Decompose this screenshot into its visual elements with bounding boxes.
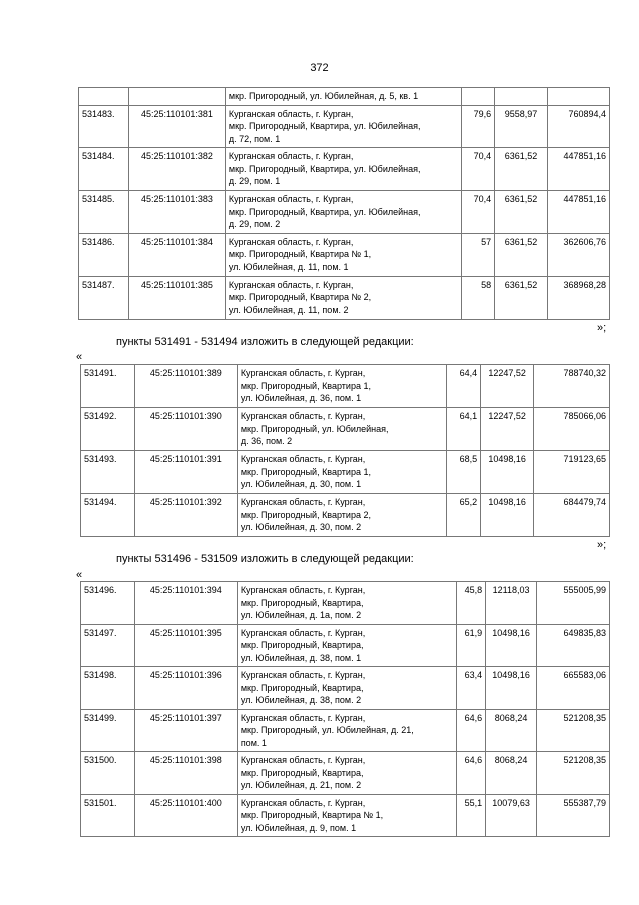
- address-cell: [237, 794, 456, 837]
- table-row: [81, 624, 610, 667]
- address-cell: [237, 709, 456, 752]
- address-line: мкр. Пригородный, ул. Юбилейная, д. 21,: [240, 725, 414, 735]
- area-cell: 70,4: [462, 191, 495, 234]
- address-cell: [237, 408, 446, 451]
- total-value-cell: [548, 88, 610, 106]
- address-line: мкр. Пригородный, Квартира № 1,: [240, 810, 384, 820]
- address-cell: [225, 276, 461, 319]
- address-line: д. 29, пом. 2: [228, 219, 281, 229]
- rate-cell: 6361,52: [495, 191, 548, 234]
- address-line: мкр. Пригородный, ул. Юбилейная,: [240, 423, 389, 434]
- address-line: пом. 1: [240, 737, 267, 748]
- address-line: ул. Юбилейная, д. 9, пом. 1: [240, 822, 357, 833]
- table-row: [81, 365, 610, 408]
- area-cell: 64,6: [457, 752, 486, 795]
- item-number-cell: [79, 88, 129, 106]
- address-cell: [237, 494, 446, 537]
- address-cell: [237, 752, 456, 795]
- total-value-cell: 649835,83: [537, 624, 610, 667]
- total-value-cell: 555005,99: [537, 582, 610, 625]
- address-line: Курганская область, г. Курган,: [240, 797, 366, 808]
- address-cell: [237, 365, 446, 408]
- rate-cell: 6361,52: [495, 148, 548, 191]
- address-line: Курганская область, г. Курган,: [240, 411, 366, 421]
- item-number-cell: 531500.: [81, 752, 135, 795]
- area-cell: 58: [462, 276, 495, 319]
- area-cell: 64,1: [447, 408, 481, 451]
- table-row: [79, 148, 610, 191]
- cadastral-number-cell: 45:25:110101:390: [134, 408, 237, 451]
- table-row: [81, 408, 610, 451]
- area-cell: 68,5: [447, 451, 481, 494]
- address-line: Курганская область, г. Курган,: [228, 108, 354, 119]
- closing-quote-2: »;: [597, 539, 607, 551]
- rate-cell: 8068,24: [486, 709, 537, 752]
- area-cell: 55,1: [457, 794, 486, 837]
- item-number-cell: 531484.: [79, 148, 129, 191]
- cadastral-number-cell: 45:25:110101:391: [134, 451, 237, 494]
- total-value-cell: 362606,76: [548, 233, 610, 276]
- total-value-cell: 719123,65: [534, 451, 610, 494]
- table-row: [81, 494, 610, 537]
- address-line: ул. Юбилейная, д. 30, пом. 2: [240, 522, 362, 532]
- address-line: Курганская область, г. Курган,: [228, 151, 354, 161]
- area-cell: 61,9: [457, 624, 486, 667]
- address-line: ул. Юбилейная, д. 30, пом. 1: [240, 479, 362, 489]
- rate-cell: 10498,16: [486, 624, 537, 667]
- address-cell: [225, 88, 461, 106]
- total-value-cell: 521208,35: [537, 709, 610, 752]
- table-row: [81, 794, 610, 837]
- cadastral-number-cell: 45:25:110101:392: [134, 494, 237, 537]
- total-value-cell: 785066,06: [534, 408, 610, 451]
- address-line: ул. Юбилейная, д. 1а, пом. 2: [240, 610, 362, 620]
- item-number-cell: 531501.: [81, 794, 135, 837]
- area-cell: 45,8: [457, 582, 486, 625]
- address-line: мкр. Пригородный, Квартира, ул. Юбилейная,: [228, 163, 421, 174]
- item-number-cell: 531492.: [81, 408, 135, 451]
- address-line: мкр. Пригородный, Квартира,: [240, 597, 364, 608]
- rate-cell: 10498,16: [481, 494, 534, 537]
- address-cell: [225, 105, 461, 148]
- cadastral-number-cell: 45:25:110101:394: [134, 582, 237, 625]
- cadastral-number-cell: 45:25:110101:384: [128, 233, 225, 276]
- address-line: ул. Юбилейная, д. 38, пом. 2: [240, 695, 362, 705]
- total-value-cell: 555387,79: [537, 794, 610, 837]
- address-line: мкр. Пригородный, Квартира № 1,: [228, 249, 372, 259]
- address-line: мкр. Пригородный, Квартира,: [240, 682, 364, 693]
- table-row: [79, 88, 610, 106]
- address-line: ул. Юбилейная, д. 21, пом. 2: [240, 780, 362, 790]
- total-value-cell: 447851,16: [548, 148, 610, 191]
- item-number-cell: 531496.: [81, 582, 135, 625]
- item-number-cell: 531486.: [79, 233, 129, 276]
- table-row: [79, 276, 610, 319]
- address-line: мкр. Пригородный, ул. Юбилейная, д. 5, кв. 1: [228, 91, 419, 101]
- total-value-cell: 368968,28: [548, 276, 610, 319]
- rate-cell: 10498,16: [481, 451, 534, 494]
- item-number-cell: 531497.: [81, 624, 135, 667]
- address-cell: [237, 667, 456, 710]
- area-cell: 57: [462, 233, 495, 276]
- rate-cell: 6361,52: [495, 276, 548, 319]
- cadastral-number-cell: 45:25:110101:382: [128, 148, 225, 191]
- address-line: ул. Юбилейная, д. 11, пом. 1: [228, 261, 349, 272]
- address-cell: [225, 191, 461, 234]
- property-table-1: [78, 87, 610, 320]
- address-line: мкр. Пригородный, Квартира № 2,: [228, 292, 372, 302]
- total-value-cell: 665583,06: [537, 667, 610, 710]
- total-value-cell: 760894,4: [548, 105, 610, 148]
- address-line: мкр. Пригородный, Квартира, ул. Юбилейная,: [228, 121, 421, 131]
- item-number-cell: 531491.: [81, 365, 135, 408]
- address-cell: [225, 148, 461, 191]
- amendment-paragraph-2: пункты 531496 - 531509 изложить в следующей редакции:: [116, 553, 414, 565]
- rate-cell: 12247,52: [481, 408, 534, 451]
- address-line: мкр. Пригородный, Квартира 1,: [240, 380, 371, 391]
- area-cell: 64,6: [457, 709, 486, 752]
- cadastral-number-cell: 45:25:110101:396: [134, 667, 237, 710]
- area-cell: 64,4: [447, 365, 481, 408]
- cadastral-number-cell: 45:25:110101:389: [134, 365, 237, 408]
- item-number-cell: 531487.: [79, 276, 129, 319]
- item-number-cell: 531494.: [81, 494, 135, 537]
- rate-cell: 10079,63: [486, 794, 537, 837]
- table-row: [79, 191, 610, 234]
- table-row: [79, 233, 610, 276]
- address-line: Курганская область, г. Курган,: [240, 454, 366, 464]
- address-line: Курганская область, г. Курган,: [228, 279, 354, 290]
- rate-cell: 12247,52: [481, 365, 534, 408]
- table-row: [79, 105, 610, 148]
- address-line: Курганская область, г. Курган,: [228, 194, 354, 204]
- cadastral-number-cell: 45:25:110101:385: [128, 276, 225, 319]
- total-value-cell: 521208,35: [537, 752, 610, 795]
- cadastral-number-cell: 45:25:110101:395: [134, 624, 237, 667]
- address-line: мкр. Пригородный, Квартира 1,: [240, 466, 371, 477]
- cadastral-number-cell: 45:25:110101:398: [134, 752, 237, 795]
- item-number-cell: 531499.: [81, 709, 135, 752]
- item-number-cell: 531483.: [79, 105, 129, 148]
- address-line: Курганская область, г. Курган,: [228, 236, 354, 247]
- cadastral-number-cell: 45:25:110101:397: [134, 709, 237, 752]
- amendment-paragraph-1: пункты 531491 - 531494 изложить в следующей редакции:: [116, 336, 414, 348]
- cadastral-number-cell: 45:25:110101:400: [134, 794, 237, 837]
- property-table-3: [80, 581, 610, 837]
- item-number-cell: 531498.: [81, 667, 135, 710]
- item-number-cell: 531493.: [81, 451, 135, 494]
- closing-quote-1: »;: [597, 322, 607, 334]
- opening-quote-1: «: [76, 351, 83, 363]
- total-value-cell: 447851,16: [548, 191, 610, 234]
- address-line: мкр. Пригородный, Квартира,: [240, 640, 364, 650]
- table-row: [81, 451, 610, 494]
- address-line: Курганская область, г. Курган,: [240, 712, 366, 723]
- rate-cell: 6361,52: [495, 233, 548, 276]
- address-line: д. 29, пом. 1: [228, 176, 281, 186]
- address-line: д. 72, пом. 1: [228, 133, 281, 144]
- address-line: Курганская область, г. Курган,: [240, 368, 366, 378]
- address-line: мкр. Пригородный, Квартира 2,: [240, 509, 371, 520]
- page-number: 372: [310, 62, 329, 74]
- table-row: [81, 752, 610, 795]
- table-row: [81, 582, 610, 625]
- area-cell: 63,4: [457, 667, 486, 710]
- property-table-2: [80, 364, 610, 537]
- address-cell: [237, 451, 446, 494]
- address-line: мкр. Пригородный, Квартира, ул. Юбилейная,: [228, 206, 421, 217]
- address-cell: [237, 582, 456, 625]
- address-line: ул. Юбилейная, д. 11, пом. 2: [228, 304, 349, 315]
- rate-cell: [495, 88, 548, 106]
- table-row: [81, 709, 610, 752]
- address-line: Курганская область, г. Курган,: [240, 627, 366, 638]
- address-line: Курганская область, г. Курган,: [240, 755, 366, 765]
- cadastral-number-cell: 45:25:110101:383: [128, 191, 225, 234]
- rate-cell: 8068,24: [486, 752, 537, 795]
- address-line: Курганская область, г. Курган,: [240, 585, 366, 595]
- area-cell: [462, 88, 495, 106]
- address-cell: [225, 233, 461, 276]
- address-line: Курганская область, г. Курган,: [240, 670, 366, 680]
- address-line: мкр. Пригородный, Квартира,: [240, 767, 364, 778]
- area-cell: 65,2: [447, 494, 481, 537]
- area-cell: 79,6: [462, 105, 495, 148]
- total-value-cell: 788740,32: [534, 365, 610, 408]
- total-value-cell: 684479,74: [534, 494, 610, 537]
- cadastral-number-cell: [128, 88, 225, 106]
- item-number-cell: 531485.: [79, 191, 129, 234]
- address-line: ул. Юбилейная, д. 38, пом. 1: [240, 652, 362, 663]
- address-line: д. 36, пом. 2: [240, 436, 293, 446]
- opening-quote-2: «: [76, 569, 83, 581]
- cadastral-number-cell: 45:25:110101:381: [128, 105, 225, 148]
- area-cell: 70,4: [462, 148, 495, 191]
- address-cell: [237, 624, 456, 667]
- table-row: [81, 667, 610, 710]
- rate-cell: 10498,16: [486, 667, 537, 710]
- address-line: Курганская область, г. Курган,: [240, 497, 366, 507]
- rate-cell: 12118,03: [486, 582, 537, 625]
- rate-cell: 9558,97: [495, 105, 548, 148]
- address-line: ул. Юбилейная, д. 36, пом. 1: [240, 393, 362, 403]
